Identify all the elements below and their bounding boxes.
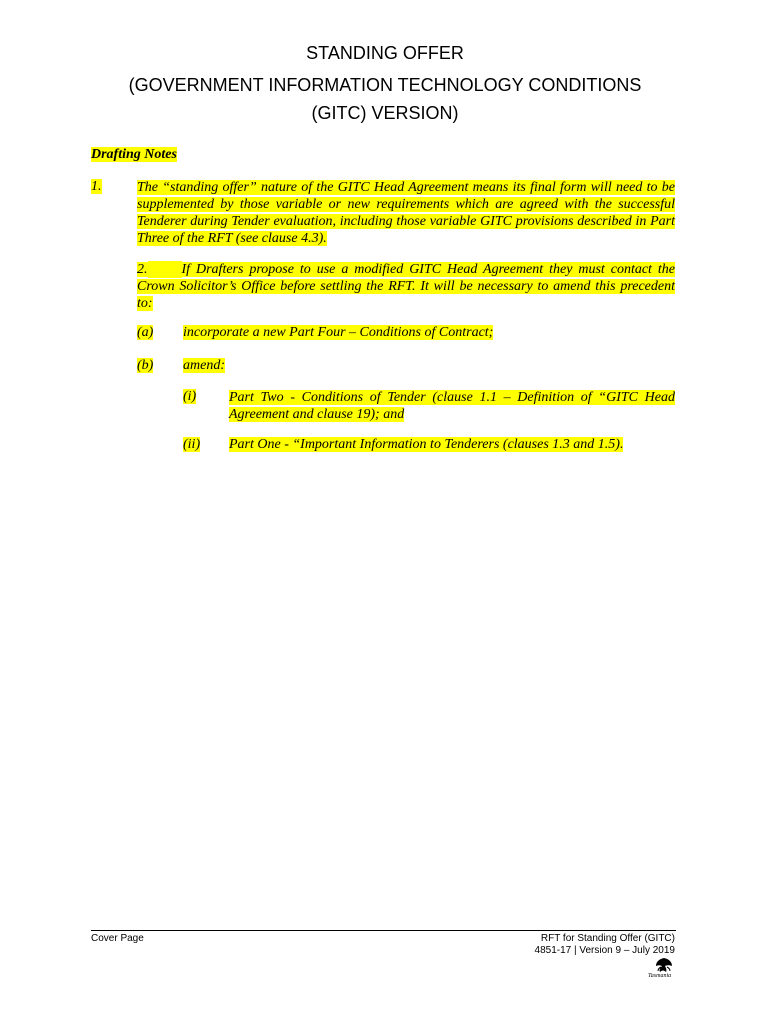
item-a-label xyxy=(137,325,153,341)
item-a xyxy=(183,325,493,341)
item-ii-label xyxy=(183,437,200,453)
item-ii-label-text: (ii) xyxy=(183,437,201,452)
item-a-label-text: (a) xyxy=(137,325,154,340)
paragraph-2-gap xyxy=(148,261,182,278)
item-ii-text: Part One - “Important Information to Tenderers (clauses 1.3 and 1.5). xyxy=(229,437,624,452)
item-i-label-text: (i) xyxy=(183,389,197,404)
paragraph-2-number: 2. xyxy=(137,262,148,277)
item-ii xyxy=(229,437,623,453)
title-line-3: (GITC) VERSION) xyxy=(311,103,459,123)
footer-left: Cover Page xyxy=(91,933,144,944)
tasmania-logo-text: Tasmania xyxy=(648,973,672,979)
item-b-label xyxy=(137,358,153,374)
item-i-text: Part Two - Conditions of Tender (clause 1.1 – Definition of “GITC Head Agreement and clause 19); and xyxy=(229,390,675,422)
title-line-1: STANDING OFFER xyxy=(306,43,464,63)
paragraph-1-number-text: 1. xyxy=(91,179,102,194)
paragraph-2 xyxy=(137,261,675,312)
drafting-notes-heading-text: Drafting Notes xyxy=(91,147,177,162)
item-i-label xyxy=(183,389,196,405)
title-line-2: (GOVERNMENT INFORMATION TECHNOLOGY CONDITIONS xyxy=(128,75,642,95)
paragraph-1 xyxy=(137,179,675,247)
drafting-notes-heading xyxy=(91,147,177,163)
paragraph-1-number xyxy=(91,179,102,195)
footer-divider xyxy=(91,930,676,931)
item-a-text: incorporate a new Part Four – Conditions of Contract; xyxy=(183,325,494,340)
paragraph-1-text: The “standing offer” nature of the GITC Head Agreement means its final form will need to be supplemented by those variable or new requirements which are agreed with the successful Tenderer during Tender evaluation, including those variable GITC provisions described in Part Three of the RFT (see clause 4.3). xyxy=(137,180,675,246)
item-b xyxy=(183,358,225,374)
item-b-text: amend: xyxy=(183,358,225,373)
paragraph-2-text: If Drafters propose to use a modified GITC Head Agreement they must contact the Crown Solicitor’s Office before settling the RFT. It will be necessary to amend this precedent to: xyxy=(137,262,675,311)
item-i xyxy=(229,389,675,423)
footer-document-title: RFT for Standing Offer (GITC) xyxy=(540,933,675,944)
item-b-label-text: (b) xyxy=(137,358,154,373)
footer-version: 4851-17 | Version 9 – July 2019 xyxy=(534,945,675,956)
